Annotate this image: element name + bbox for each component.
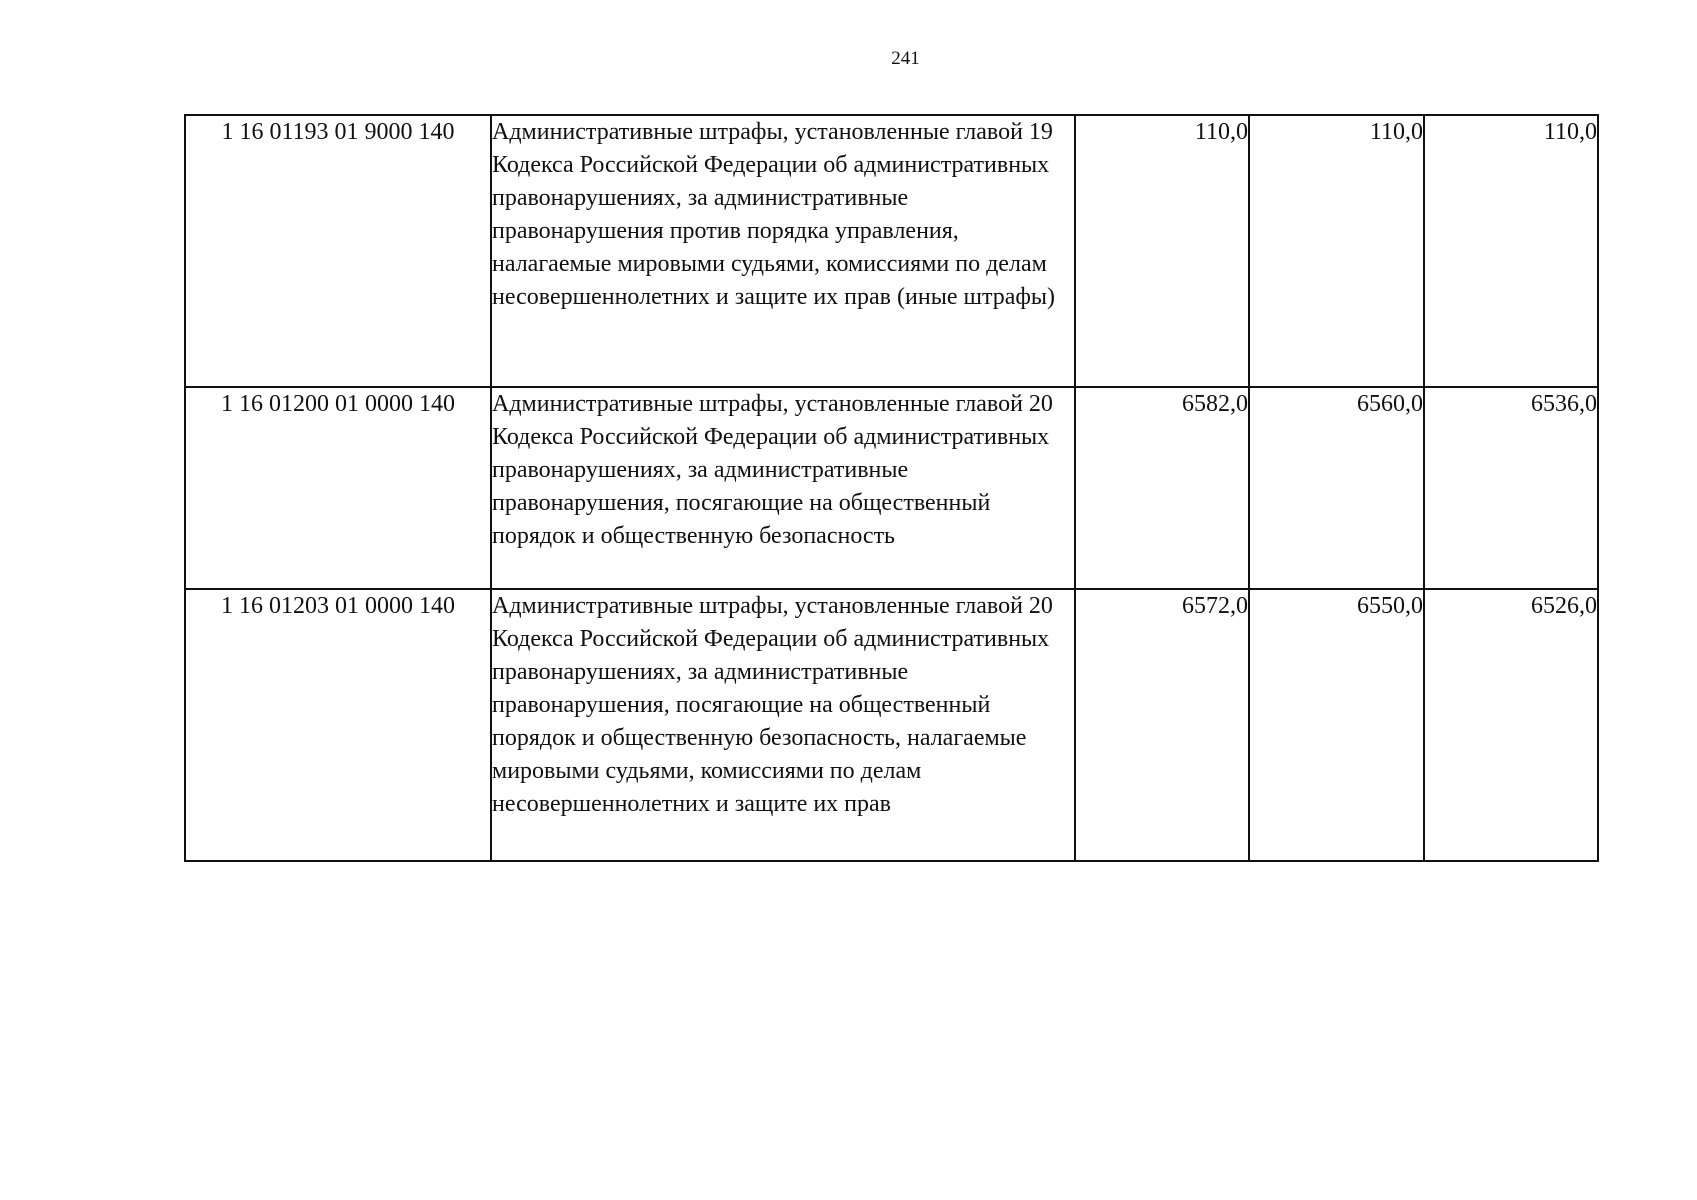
value-year-3-cell: 6526,0 — [1424, 589, 1598, 861]
value-year-2-cell: 6560,0 — [1249, 387, 1424, 589]
budget-code-cell: 1 16 01193 01 9000 140 — [185, 115, 491, 387]
value-year-1-cell: 110,0 — [1075, 115, 1249, 387]
page-number: 241 — [891, 48, 920, 69]
description-cell: Административные штрафы, установленные главой 20 Кодекса Российской Федерации об административных правонарушениях, за административные правонарушения, посягающие на общественный порядок и общественную безопасность, налагаемые мировыми судьями, комиссиями по делам несовершеннолетних и защите их прав — [491, 589, 1075, 861]
budget-table — [184, 114, 1599, 862]
table-row — [185, 387, 1598, 589]
description-cell: Административные штрафы, установленные главой 19 Кодекса Российской Федерации об административных правонарушениях, за административные правонарушения против порядка управления, налагаемые мировыми судьями, комиссиями по делам несовершеннолетних и защите их прав (иные штрафы) — [491, 115, 1075, 387]
table-row — [185, 589, 1598, 861]
budget-code-cell: 1 16 01200 01 0000 140 — [185, 387, 491, 589]
value-year-3-cell: 110,0 — [1424, 115, 1598, 387]
value-year-1-cell: 6572,0 — [1075, 589, 1249, 861]
value-year-3-cell: 6536,0 — [1424, 387, 1598, 589]
budget-code-cell: 1 16 01203 01 0000 140 — [185, 589, 491, 861]
value-year-1-cell: 6582,0 — [1075, 387, 1249, 589]
value-year-2-cell: 6550,0 — [1249, 589, 1424, 861]
description-cell: Административные штрафы, установленные главой 20 Кодекса Российской Федерации об административных правонарушениях, за административные правонарушения, посягающие на общественный порядок и общественную безопасность — [491, 387, 1075, 589]
table-row — [185, 115, 1598, 387]
value-year-2-cell: 110,0 — [1249, 115, 1424, 387]
